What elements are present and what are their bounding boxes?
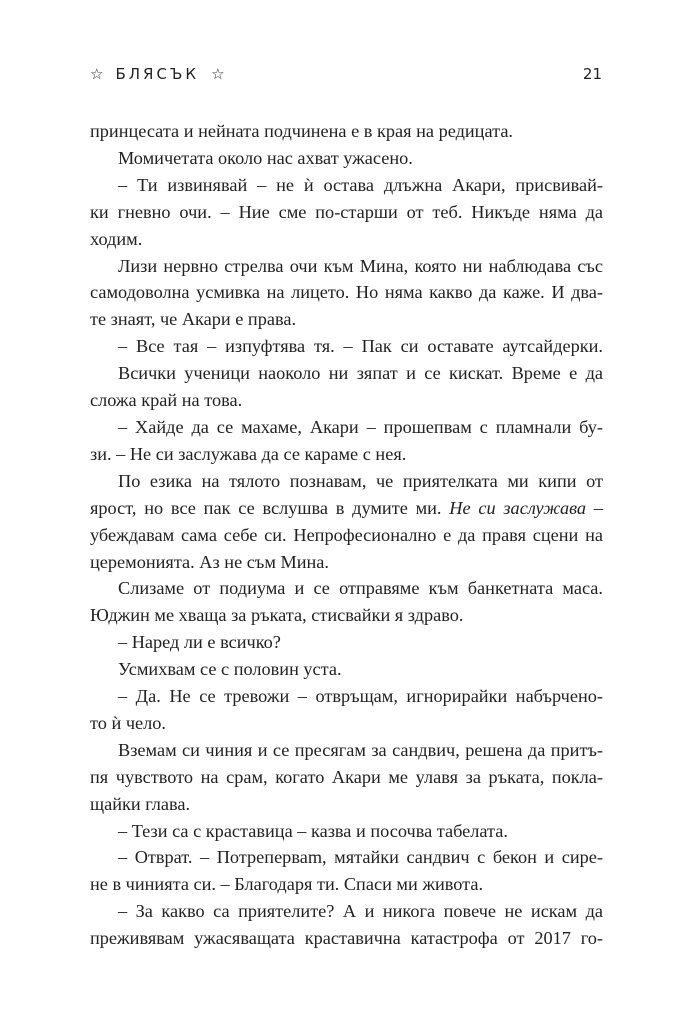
running-header	[90, 60, 602, 88]
star-right-icon: ☆	[211, 64, 225, 83]
text-line: Юджин ме хваща за ръката, стисвайки я здраво.	[90, 605, 464, 626]
paragraph	[90, 575, 603, 629]
book-title: БЛЯСЪК	[115, 65, 200, 83]
star-left-icon: ☆	[90, 64, 104, 83]
text-line: не в чинията си. – Благодаря ти. Спаси ми живота.	[90, 874, 484, 895]
text-line: убеждавам сама себе си. Непрофесионално е да правя сцени на	[90, 524, 603, 545]
body-text	[90, 118, 603, 952]
paragraph	[90, 898, 603, 952]
text-line: – Да. Не се тревожи – отвръщам, игнорирайки набърчено-	[118, 686, 603, 707]
header-title-group	[90, 65, 225, 83]
text-line: то ѝ чело.	[90, 712, 166, 733]
text-line: – Ти извинявай – не ѝ остава длъжна Акари, присвивай-	[118, 174, 603, 195]
paragraph	[90, 360, 603, 414]
emphasized-text: Не си заслужава	[449, 497, 587, 518]
text-line: – Хайде да се махаме, Акари – прошепвам с пламнали бу-	[118, 416, 603, 437]
text-line: принцесата и нейната подчинена е в края на редицата.	[90, 121, 514, 141]
text-line: Усмихвам се с половин уста.	[118, 659, 342, 680]
text-line: пя чувството на срам, когато Акари ме улавя за ръката, покла-	[90, 766, 603, 787]
text-line: По езика на тялото познавам, че приятелката ми кипи от	[118, 470, 603, 491]
text-line: те знаят, че Акари е права.	[90, 309, 297, 330]
paragraph	[90, 683, 603, 737]
text-segment: –	[586, 497, 603, 518]
paragraph	[90, 629, 603, 656]
paragraph	[90, 118, 603, 145]
paragraph	[90, 253, 603, 334]
text-line: – Наред ли е всичко?	[118, 632, 281, 653]
paragraph	[90, 414, 603, 468]
text-line: Вземам си чиния и се пресягам за сандвич, решена да притъ-	[118, 739, 603, 760]
paragraph	[90, 656, 603, 683]
text-line: зи. – Не си заслужава да се караме с нея.	[90, 443, 407, 464]
text-line: преживявам ужасяващата краставична катастрофа от 2017 го-	[90, 928, 603, 949]
paragraph	[90, 333, 603, 360]
paragraph	[90, 844, 603, 898]
paragraph	[90, 172, 603, 253]
text-line: сложа край на това.	[90, 390, 243, 411]
text-line: Лизи нервно стрелва очи към Мина, която ни наблюдава със	[118, 255, 603, 276]
text-line: самодоволна усмивка на лицето. Но няма какво да каже. И два-	[90, 282, 603, 303]
paragraph	[90, 145, 603, 172]
text-line: Слизаме от подиума и се отправяме към банкетната маса.	[118, 578, 603, 599]
paragraph	[90, 468, 603, 576]
paragraph	[90, 737, 603, 818]
text-line: щайки глава.	[90, 793, 191, 814]
page-number: 21	[582, 65, 602, 83]
text-line: – Отврат. – Потреперваm, мятайки сандвич с бекон и сире-	[118, 847, 603, 868]
text-line: церемонията. Аз не съм Мина.	[90, 551, 329, 572]
text-line-with-emphasis	[90, 495, 603, 522]
text-line: ходим.	[90, 228, 143, 249]
text-line: Момичетата около нас ахват ужасено.	[118, 147, 413, 168]
text-line: ки гневно очи. – Ние сме по-старши от теб. Никъде няма да	[90, 201, 603, 222]
text-line: – За какво са приятелите? А и никога повече не искам да	[118, 901, 603, 922]
paragraph	[90, 818, 603, 845]
text-line: – Тези са с краставица – казва и посочва табелата.	[118, 820, 508, 841]
text-line: – Все тая – изпуфтява тя. – Пак си оставате аутсайдерки.	[118, 336, 603, 357]
text-line: Всички ученици наоколо ни зяпат и се кискат. Време е да	[118, 363, 603, 384]
text-segment: ярост, но все пак се вслушва в думите ми.	[90, 497, 442, 518]
